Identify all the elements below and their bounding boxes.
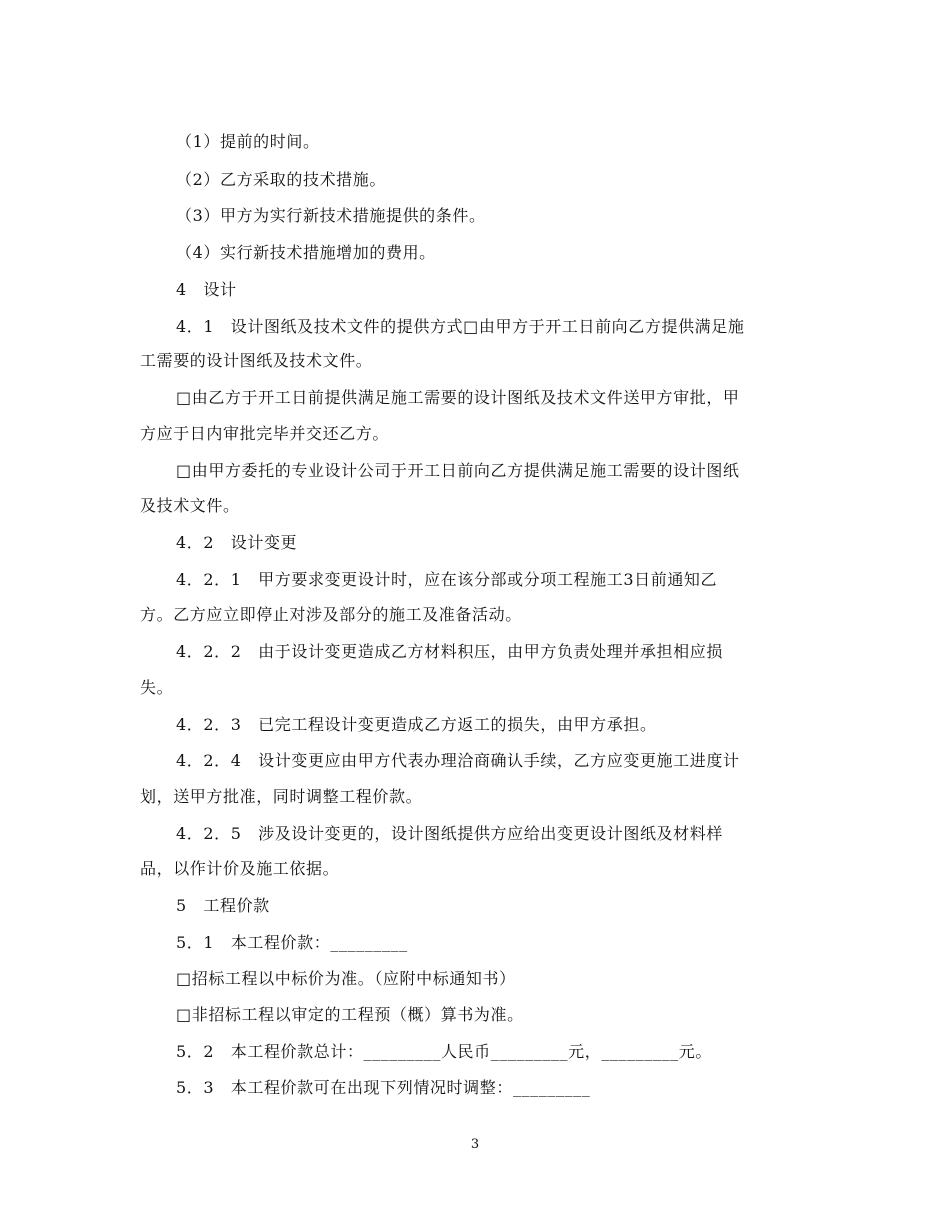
paragraph-line: 4．2．5 涉及设计变更的，设计图纸提供方应给出变更设计图纸及材料样: [176, 824, 723, 843]
paragraph-line: □非招标工程以审定的工程预（概）算书为准。: [176, 1005, 524, 1024]
paragraph-line: 4．2．3 已完工程设计变更造成乙方返工的损失，由甲方承担。: [176, 715, 657, 734]
paragraph-line: 4．1 设计图纸及技术文件的提供方式□由甲方于开工日前向乙方提供满足施: [176, 317, 745, 336]
paragraph-line: □招标工程以中标价为准。（应附中标通知书）: [176, 969, 516, 988]
paragraph-line: （2）乙方采取的技术措施。: [176, 170, 386, 189]
paragraph-line: 方应于日内审批完毕并交还乙方。: [140, 424, 390, 443]
paragraph-line: （1）提前的时间。: [176, 132, 320, 151]
paragraph-line: 失。: [140, 678, 174, 697]
paragraph-line: 品，以作计价及施工依据。: [140, 859, 340, 878]
paragraph-line: 划，送甲方批准，同时调整工程价款。: [140, 787, 423, 806]
paragraph-line: 5．2 本工程价款总计：_________人民币_________元，_________元。: [176, 1042, 712, 1061]
paragraph-line: 及技术文件。: [140, 496, 240, 515]
paragraph-line: 工需要的设计图纸及技术文件。: [140, 351, 373, 370]
paragraph-line: 方。乙方应立即停止对涉及部分的施工及准备活动。: [140, 605, 522, 624]
paragraph-line: 4．2．4 设计变更应由甲方代表办理洽商确认手续，乙方应变更施工进度计: [176, 751, 740, 770]
page-number: 3: [470, 1137, 480, 1152]
paragraph-line: （3）甲方为实行新技术措施提供的条件。: [176, 206, 486, 225]
paragraph-line: □由乙方于开工日前提供满足施工需要的设计图纸及技术文件送甲方审批，甲: [176, 388, 740, 407]
paragraph-line: 5．1 本工程价款：_________: [176, 933, 408, 952]
paragraph-line: 5．3 本工程价款可在出现下列情况时调整：_________: [176, 1078, 591, 1097]
paragraph-line: 4．2．1 甲方要求变更设计时，应在该分部或分项工程施工3日前通知乙: [176, 570, 718, 589]
paragraph-line: □由甲方委托的专业设计公司于开工日前向乙方提供满足施工需要的设计图纸: [176, 461, 740, 480]
section-heading: 4 设计: [176, 280, 237, 299]
section-heading: 5 工程价款: [176, 896, 270, 915]
paragraph-line: （4）实行新技术措施增加的费用。: [176, 243, 436, 262]
paragraph-line: 4．2．2 由于设计变更造成乙方材料积压，由甲方负责处理并承担相应损: [176, 642, 723, 661]
section-heading: 4．2 设计变更: [176, 533, 298, 552]
